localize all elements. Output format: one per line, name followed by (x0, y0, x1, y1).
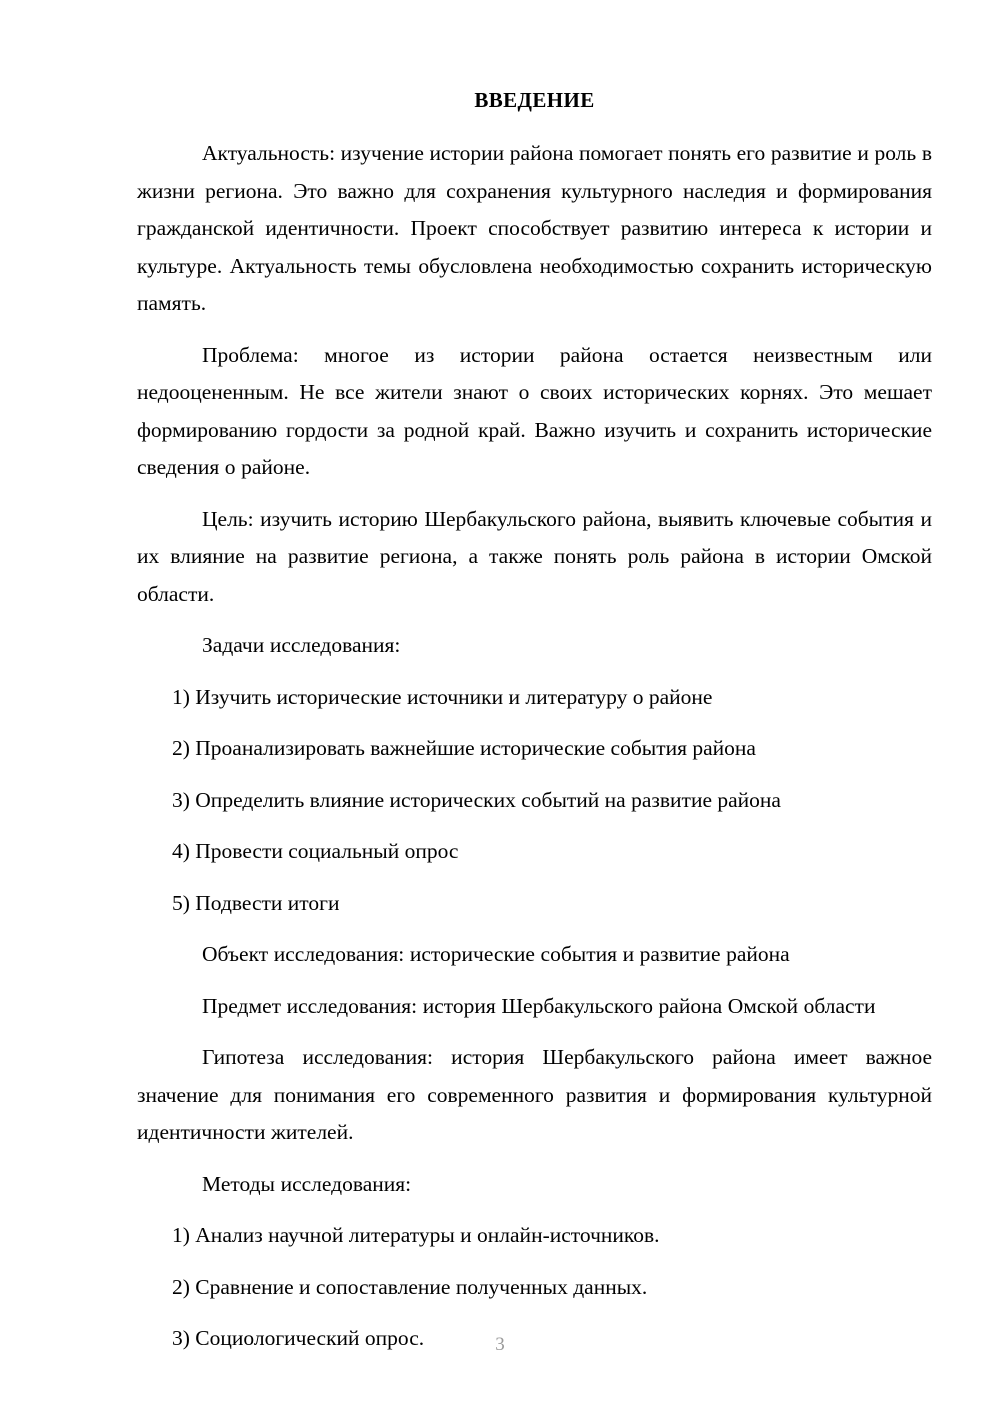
heading-tasks: Задачи исследования: (202, 633, 401, 658)
heading-methods: Методы исследования: (202, 1171, 412, 1196)
list-item: 3) Определить влияние исторических событий на развитие района (172, 787, 781, 812)
paragraph-problem: Проблема: многое из истории района остается неизвестным или недооцененным. Не все жители знают о своих исторических корнях. Это мешает формированию гордости за родной край. Важно изучить и сохранить исторические сведения о районе. (137, 342, 932, 480)
paragraph-subject: Предмет исследования: история Шербакульского района Омской области (202, 993, 876, 1018)
list-item: 2) Сравнение и сопоставление полученных данных. (172, 1274, 648, 1299)
paragraph-object: Объект исследования: исторические события и развитие района (202, 942, 790, 967)
paragraph-hypothesis: Гипотеза исследования: история Шербакульского района имеет важное значение для понимания его современного развития и формирования культурной идентичности жителей. (137, 1045, 932, 1145)
page-number: 3 (495, 1334, 505, 1355)
list-item: 4) Провести социальный опрос (172, 839, 459, 864)
list-item: 5) Подвести итоги (172, 890, 340, 915)
document-body (137, 88, 932, 1372)
list-item: 1) Изучить исторические источники и литературу о районе (172, 684, 713, 709)
page-title: ВВЕДЕНИЕ (474, 88, 595, 112)
list-item: 1) Анализ научной литературы и онлайн-источников. (172, 1223, 660, 1248)
list-item: 3) Социологический опрос. (172, 1326, 425, 1351)
paragraph-goal: Цель: изучить историю Шербакульского района, выявить ключевые события и их влияние на развитие региона, а также понять роль района в истории Омской области. (137, 506, 932, 606)
paragraph-relevance: Актуальность: изучение истории района помогает понять его развитие и роль в жизни региона. Это важно для сохранения культурного наследия и формирования гражданской идентичности. Проект способствует развитию интереса к истории и культуре. Актуальность темы обусловлена необходимостью сохранить историческую память. (137, 141, 932, 316)
list-item: 2) Проанализировать важнейшие исторические события района (172, 736, 756, 761)
